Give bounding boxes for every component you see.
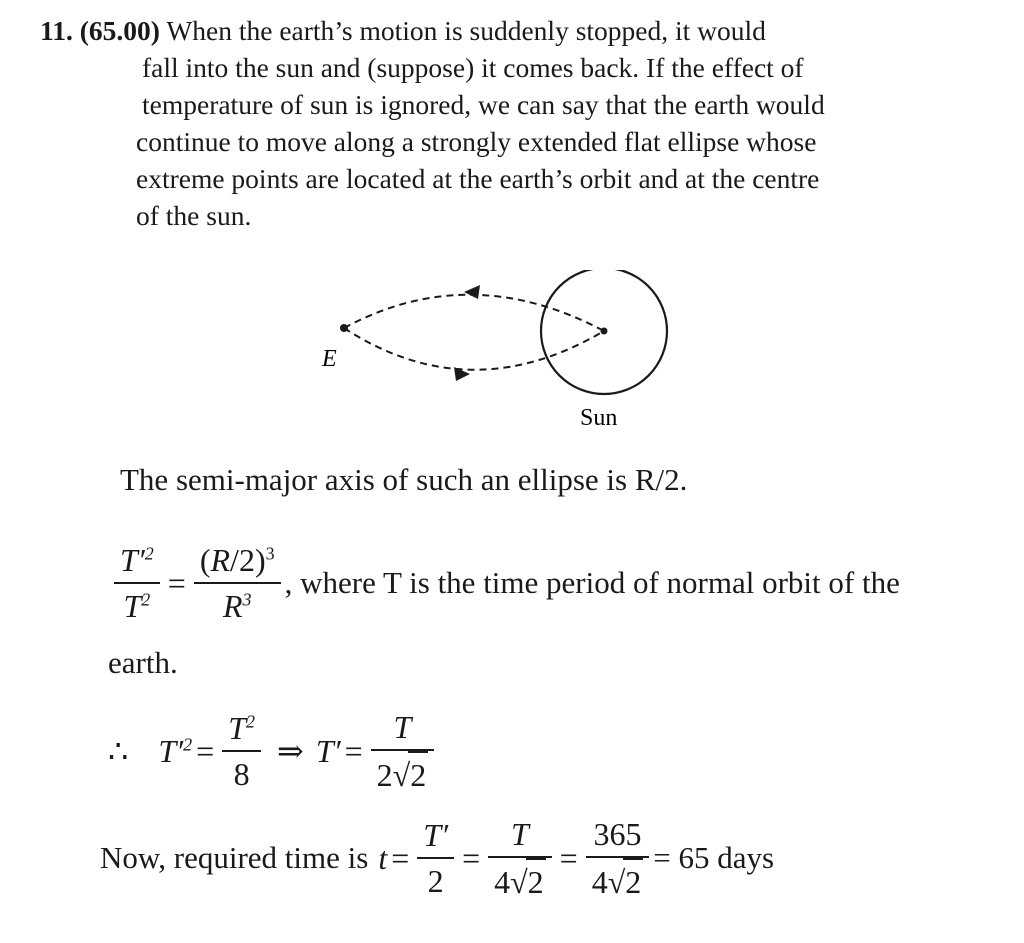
- upper-orbit-path: [344, 295, 604, 331]
- lower-orbit-path: [344, 328, 604, 370]
- problem-line-2: fall into the sun and (suppose) it comes back. If the effect of: [142, 52, 804, 83]
- therefore-symbol: ∴: [108, 733, 129, 769]
- implies-symbol: ⇒: [277, 733, 304, 769]
- problem-line-5: extreme points are located at the earth’s orbit and at the centre: [136, 163, 820, 194]
- problem-number: 11.: [40, 15, 73, 46]
- problem-line-4: continue to move along a strongly extended flat ellipse whose: [136, 126, 817, 157]
- problem-line-1: When the earth’s motion is suddenly stopped, it would: [166, 15, 766, 46]
- final-result: = 65 days: [653, 840, 775, 875]
- tprime-over-2: $\frac{T'}{2}$: [417, 813, 454, 903]
- kepler-tail: , where T is the time period of normal orbit of the: [284, 565, 900, 600]
- upper-arrow-icon: [464, 285, 480, 299]
- ratio-right-fraction: $\frac{(R/2)^3}{R^3}$: [194, 538, 281, 628]
- semi-major-statement: The semi-major axis of such an ellipse is R/2.: [120, 462, 688, 497]
- problem-paragraph: [40, 12, 975, 234]
- problem-answer: (65.00): [79, 15, 160, 46]
- therefore-line: ∴ $T'^2$ = $\frac{T^2}{8}$ ⇒ T′ = $\frac{T}{2√2}$: [108, 705, 438, 797]
- kepler-tail-earth: earth.: [108, 645, 178, 680]
- t-over-2root2: $\frac{T}{2√2}$: [371, 705, 435, 797]
- final-lead: Now, required time is: [100, 840, 369, 875]
- t-over-4root2: $\frac{T}{4√2}$: [488, 812, 552, 904]
- problem-line-6: of the sun.: [136, 200, 252, 231]
- earth-label: E: [322, 346, 337, 372]
- problem-line-3: temperature of sun is ignored, we can say that the earth would: [142, 89, 825, 120]
- 365-over-4root2: $\frac{365}{4√2}$: [586, 812, 650, 904]
- final-result-line: Now, required time is t = $\frac{T'}{2}$ = $\frac{T}{4√2}$ = $\frac{365}{4√2}$ = 65 days: [100, 812, 774, 904]
- t-squared-over-8: $\frac{T^2}{8}$: [222, 706, 261, 796]
- sun-centre-dot: [601, 328, 608, 335]
- ratio-left-fraction: $\frac{T'^2}{T^2}$: [114, 538, 160, 628]
- kepler-ratio-line: $\frac{T'^2}{T^2}$ = $\frac{(R/2)^3}{R^3}$ , where T is the time period of normal orbit of the: [110, 538, 900, 628]
- sun-label: Sun: [580, 405, 618, 431]
- earth-dot: [340, 324, 348, 332]
- orbit-diagram: [300, 270, 720, 440]
